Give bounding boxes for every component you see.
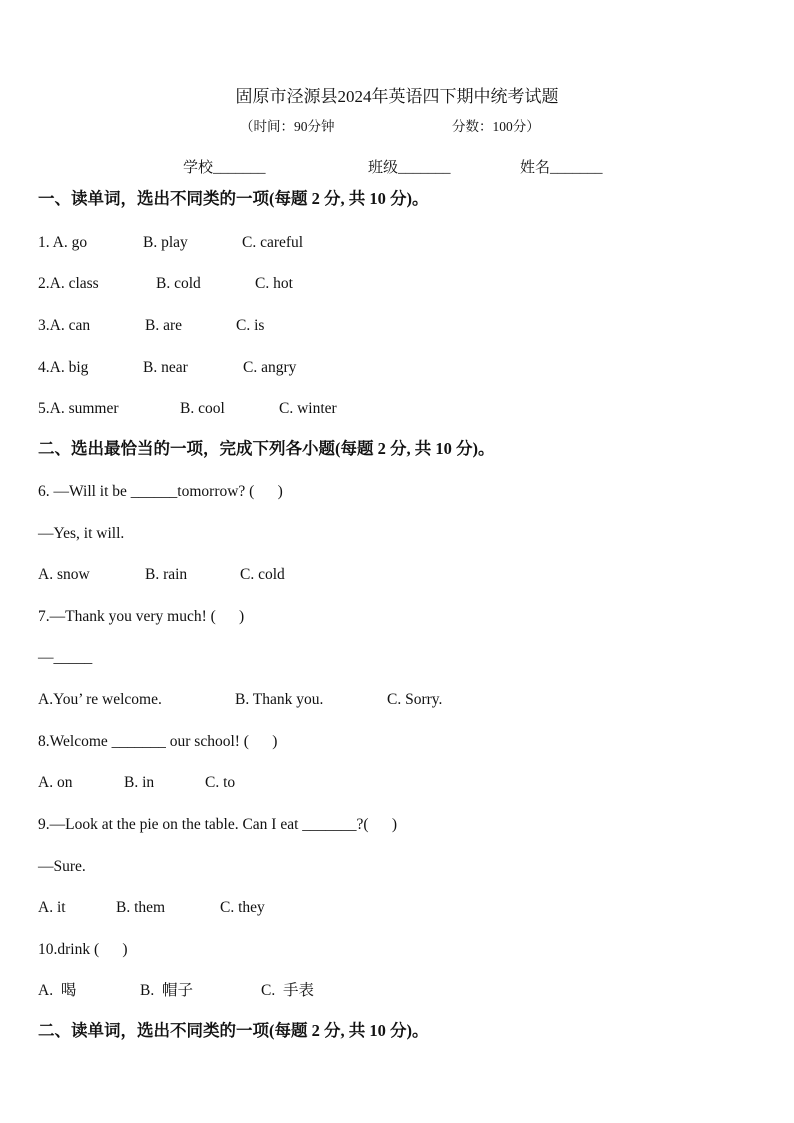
- q10-option-a: A. 喝: [38, 982, 77, 999]
- class-field: 班级_______: [368, 160, 451, 176]
- q3-option-a: 3.A. can: [38, 317, 91, 334]
- q7-option-b: B. Thank you.: [235, 691, 324, 708]
- q6-stem: 6. —Will it be ______tomorrow? ( ): [38, 483, 283, 500]
- q9-stem: 9.—Look at the pie on the table. Can I eat _______?( ): [38, 816, 397, 833]
- q7-option-c: C. Sorry.: [387, 691, 443, 708]
- q5-option-b: B. cool: [180, 400, 225, 417]
- q8-option-b: B. in: [124, 774, 155, 791]
- exam-time: （时间：90分钟: [240, 119, 335, 134]
- q9-option-a: A. it: [38, 899, 66, 916]
- q2-option-b: B. cold: [156, 275, 201, 292]
- q7-stem: 7.—Thank you very much! ( ): [38, 608, 245, 625]
- q2-option-a: 2.A. class: [38, 275, 99, 292]
- q4-option-b: B. near: [143, 359, 188, 376]
- q2-option-c: C. hot: [255, 275, 293, 292]
- q7-answer: —_____: [38, 649, 93, 666]
- q8-option-a: A. on: [38, 774, 73, 791]
- q9-option-c: C. they: [220, 899, 265, 916]
- name-field: 姓名_______: [520, 160, 603, 176]
- school-field: 学校_______: [183, 160, 266, 176]
- q10-stem: 10.drink ( ): [38, 941, 128, 958]
- q6-option-a: A. snow: [38, 566, 90, 583]
- q1-option-c: C. careful: [242, 234, 304, 251]
- q10-option-b: B. 帽子: [140, 982, 193, 999]
- exam-score: 分数：100分）: [452, 119, 540, 134]
- q4-option-c: C. angry: [243, 359, 297, 376]
- section-3-heading: 二、读单词，选出不同类的一项(每题 2 分, 共 10 分)。: [38, 1021, 429, 1040]
- section-1-heading: 一、读单词，选出不同类的一项(每题 2 分, 共 10 分)。: [38, 189, 429, 208]
- q8-stem: 8.Welcome _______ our school! ( ): [38, 733, 278, 750]
- q6-option-b: B. rain: [145, 566, 188, 583]
- section-2-heading: 二、选出最恰当的一项，完成下列各小题(每题 2 分, 共 10 分)。: [38, 439, 495, 458]
- q3-option-b: B. are: [145, 317, 183, 334]
- q7-option-a: A.You’ re welcome.: [38, 691, 162, 708]
- q1-option-a: 1. A. go: [38, 234, 88, 251]
- q6-option-c: C. cold: [240, 566, 285, 583]
- q5-option-a: 5.A. summer: [38, 400, 119, 417]
- page-title: 固原市泾源县2024年英语四下期中统考试题: [235, 87, 559, 106]
- q10-option-c: C. 手表: [261, 982, 314, 999]
- q9-answer: —Sure.: [38, 858, 86, 875]
- q5-option-c: C. winter: [279, 400, 337, 417]
- q9-option-b: B. them: [116, 899, 166, 916]
- q4-option-a: 4.A. big: [38, 359, 89, 376]
- q1-option-b: B. play: [143, 234, 188, 251]
- q8-option-c: C. to: [205, 774, 236, 791]
- q6-answer: —Yes, it will.: [38, 525, 125, 542]
- q3-option-c: C. is: [236, 317, 265, 334]
